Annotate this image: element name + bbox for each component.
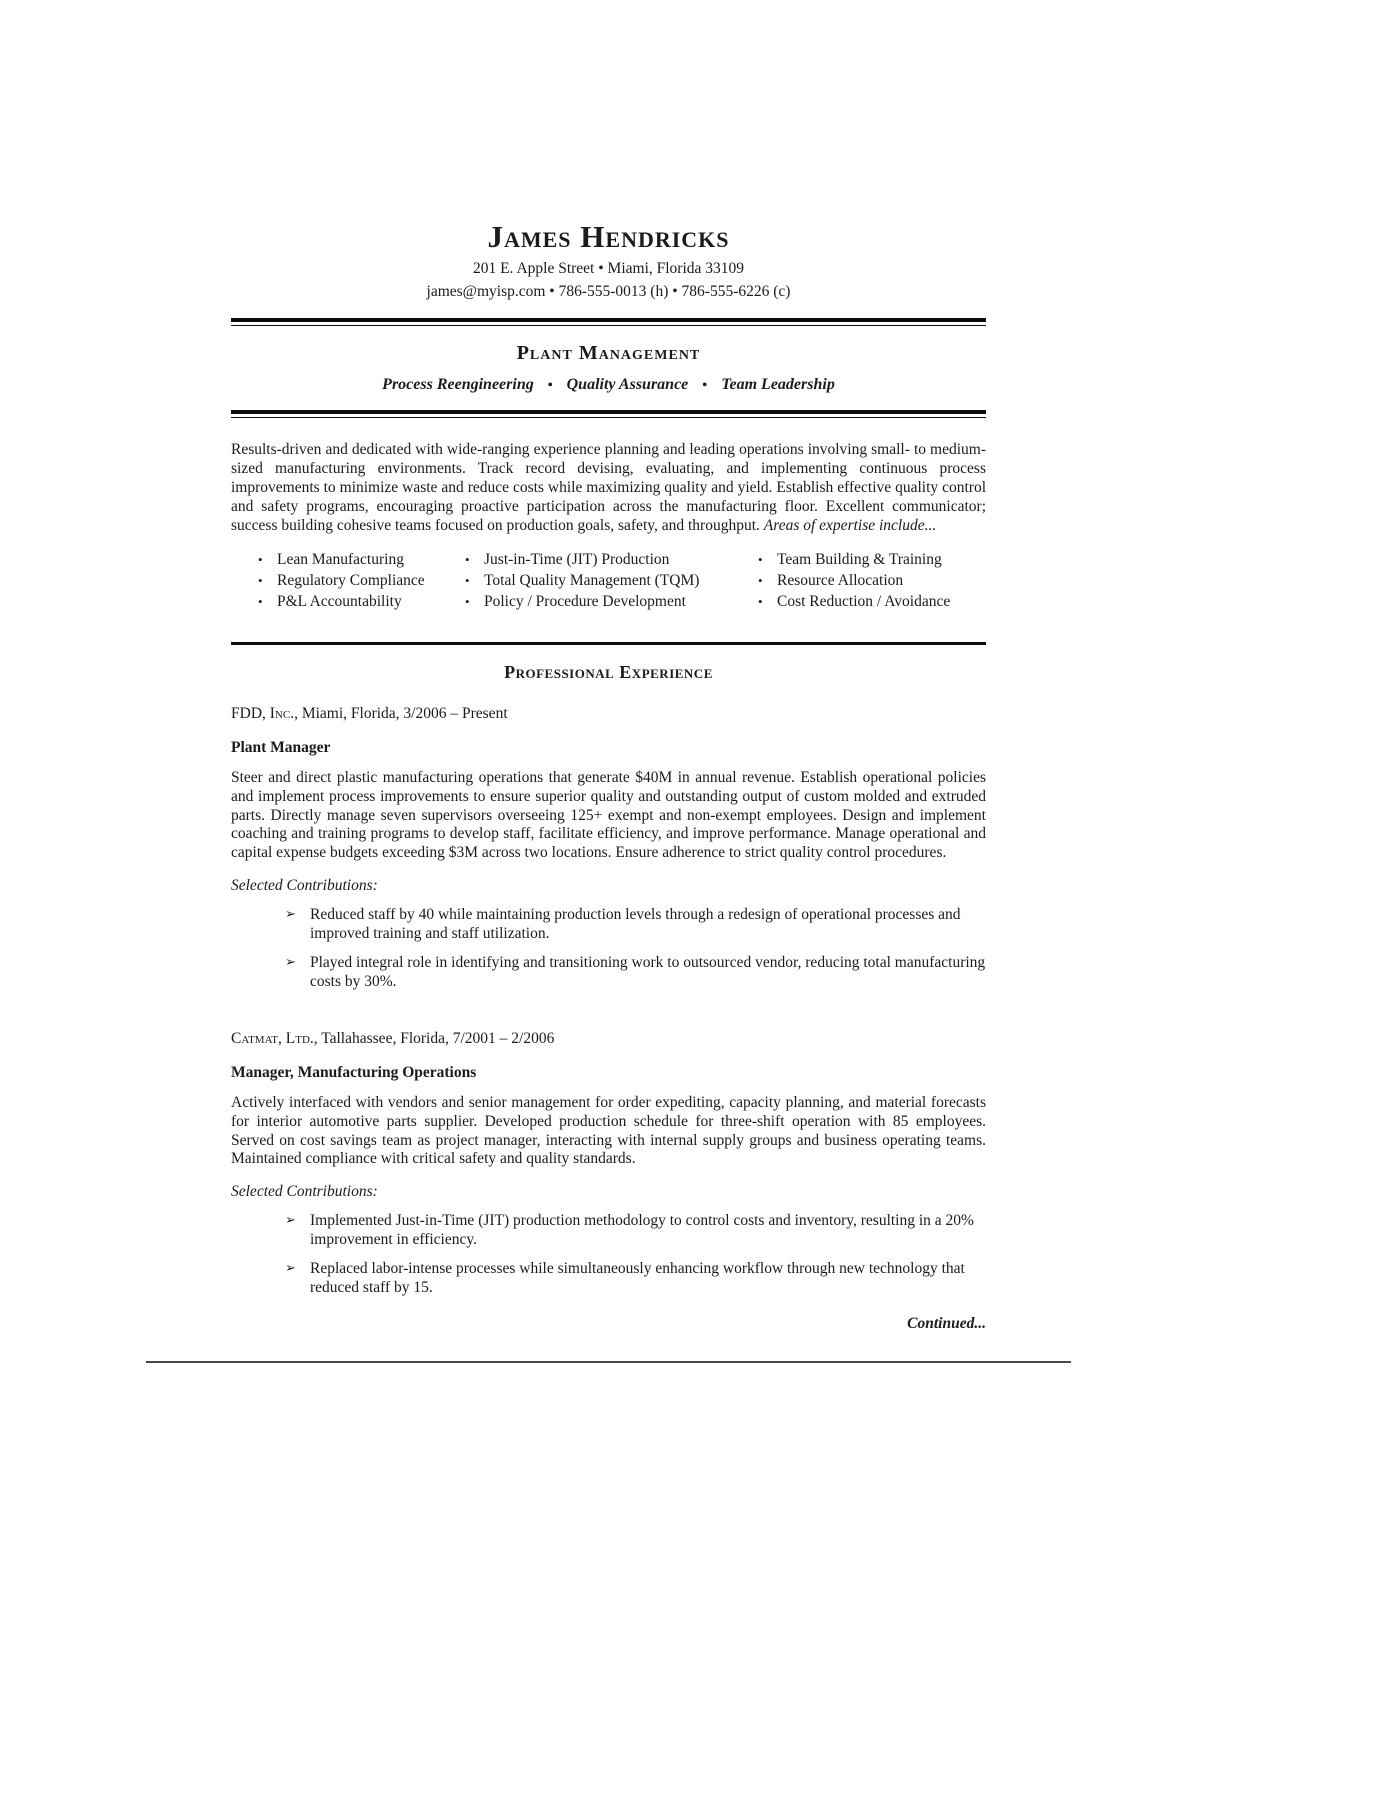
bullet-icon: • [758, 594, 763, 609]
list-item [258, 591, 465, 612]
divider-double-bottom [231, 410, 986, 418]
contribution-text: Reduced staff by 40 while maintaining production levels through a redesign of operational processes and improved training and staff utilization. [310, 905, 961, 942]
list-item [465, 549, 758, 570]
contribution-item [231, 1211, 986, 1249]
continued-note: Continued... [907, 1315, 986, 1333]
resume-subtitle [231, 376, 986, 394]
list-item [758, 591, 986, 612]
bullet-icon: • [258, 552, 263, 567]
expertise-column [258, 549, 465, 612]
bullet-icon: • [465, 594, 470, 609]
job-title: Plant Manager [231, 739, 331, 756]
subtitle-item: Process Reengineering [382, 376, 534, 393]
job-company-line [231, 1029, 986, 1048]
contributions-label: Selected Contributions: [231, 1183, 378, 1201]
summary-tail: Areas of expertise include... [763, 517, 937, 534]
expertise-item-label: Regulatory Compliance [277, 572, 425, 589]
expertise-item-label: Resource Allocation [777, 572, 904, 589]
bullet-separator-icon: • [547, 378, 553, 393]
contact-line: james@myisp.com • 786-555-0013 (h) • 786-555-6226 (c) [426, 283, 791, 300]
page-bottom-rule [146, 1361, 1071, 1363]
company-location-dates: , Tallahassee, Florida, 7/2001 – 2/2006 [313, 1029, 555, 1047]
subtitle-item: Team Leadership [721, 376, 835, 393]
divider-section [231, 642, 986, 645]
expertise-list [231, 549, 986, 612]
list-item [258, 570, 465, 591]
bullet-icon: • [758, 573, 763, 588]
arrow-bullet-icon: ➢ [285, 954, 296, 970]
list-item [465, 570, 758, 591]
contribution-item [231, 905, 986, 943]
bullet-icon: • [465, 552, 470, 567]
expertise-item-label: Total Quality Management (TQM) [484, 572, 700, 589]
expertise-item-label: Lean Manufacturing [277, 551, 404, 568]
address-line: 201 E. Apple Street • Miami, Florida 33109 [472, 260, 745, 277]
list-item [758, 570, 986, 591]
list-item [258, 549, 465, 570]
candidate-name: James Hendricks [487, 219, 730, 254]
summary-text: Results-driven and dedicated with wide-ranging experience planning and leading operations involving small- to medium-sized manufacturing environments. Track record devising, evaluating, and implementing continuous process improvements to minimize waste and reduce costs while maximizing quality and yield. Establish effective quality control and safety programs, encouraging proactive participation across the manufacturing floor. Excellent communicator; success building cohesive teams focused on production goals, safety, and throughput. [231, 441, 986, 534]
contribution-item [231, 1259, 986, 1297]
job-title: Manager, Manufacturing Operations [231, 1063, 477, 1081]
job-description: Actively interfaced with vendors and senior management for order expediting, capacity planning, and material forecasts for interior automotive parts supplier. Developed production schedule for three-shift operation with 85 employees. Served on cost savings team as project manager, interacting with internal supply groups and business operating teams. Maintained compliance with critical safety and quality standards. [231, 1093, 986, 1168]
contribution-item [231, 953, 986, 991]
contribution-text: Played integral role in identifying and transitioning work to outsourced vendor, reducing total manufacturing costs by 30%. [310, 953, 986, 990]
job-description: Steer and direct plastic manufacturing operations that generate $40M in annual revenue. Establish operational policies and implement process improvements to ensure superior quality and outstanding output of custom molded and extruded parts. Directly manage seven supervisors overseeing 125+ exempt and non-exempt employees. Design and implement coaching and training programs to develop staff, facilitate efficiency, and improve performance. Manage operational and capital expense budgets exceeding $3M across two locations. Ensure adherence to strict quality control procedures. [231, 769, 986, 862]
expertise-column [465, 549, 758, 612]
bullet-icon: • [758, 552, 763, 567]
job-company-line [231, 704, 986, 723]
header [231, 218, 986, 302]
divider-double-top [231, 318, 986, 326]
contribution-text: Implemented Just-in-Time (JIT) production methodology to control costs and inventory, resulting in a 20% improvement in efficiency. [310, 1212, 974, 1249]
resume-content [231, 0, 986, 1333]
expertise-column [758, 549, 986, 612]
arrow-bullet-icon: ➢ [285, 1213, 296, 1229]
bullet-separator-icon: • [702, 378, 708, 393]
company-location-dates: , Miami, Florida, 3/2006 – Present [294, 705, 508, 722]
contributions-label: Selected Contributions: [231, 876, 378, 894]
arrow-bullet-icon: ➢ [285, 906, 296, 922]
bullet-icon: • [258, 573, 263, 588]
resume-title: Plant Management [516, 342, 701, 364]
company-name: FDD, Inc. [231, 705, 295, 722]
contribution-text: Replaced labor-intense processes while simultaneously enhancing workflow through new technology that reduced staff by 15. [310, 1260, 965, 1297]
list-item [758, 549, 986, 570]
bullet-icon: • [258, 594, 263, 609]
job-entry [231, 1029, 986, 1297]
expertise-item-label: Just-in-Time (JIT) Production [484, 551, 670, 568]
expertise-item-label: Cost Reduction / Avoidance [777, 593, 951, 610]
subtitle-item: Quality Assurance [566, 376, 689, 393]
job-entry [231, 704, 986, 991]
arrow-bullet-icon: ➢ [285, 1261, 296, 1277]
bullet-icon: • [465, 573, 470, 588]
expertise-item-label: P&L Accountability [277, 593, 402, 610]
expertise-item-label: Team Building & Training [777, 551, 942, 568]
company-name: Catmat, Ltd. [231, 1029, 314, 1047]
section-heading-experience: Professional Experience [504, 662, 713, 682]
expertise-item-label: Policy / Procedure Development [484, 593, 686, 610]
list-item [465, 591, 758, 612]
summary-paragraph [231, 440, 986, 535]
